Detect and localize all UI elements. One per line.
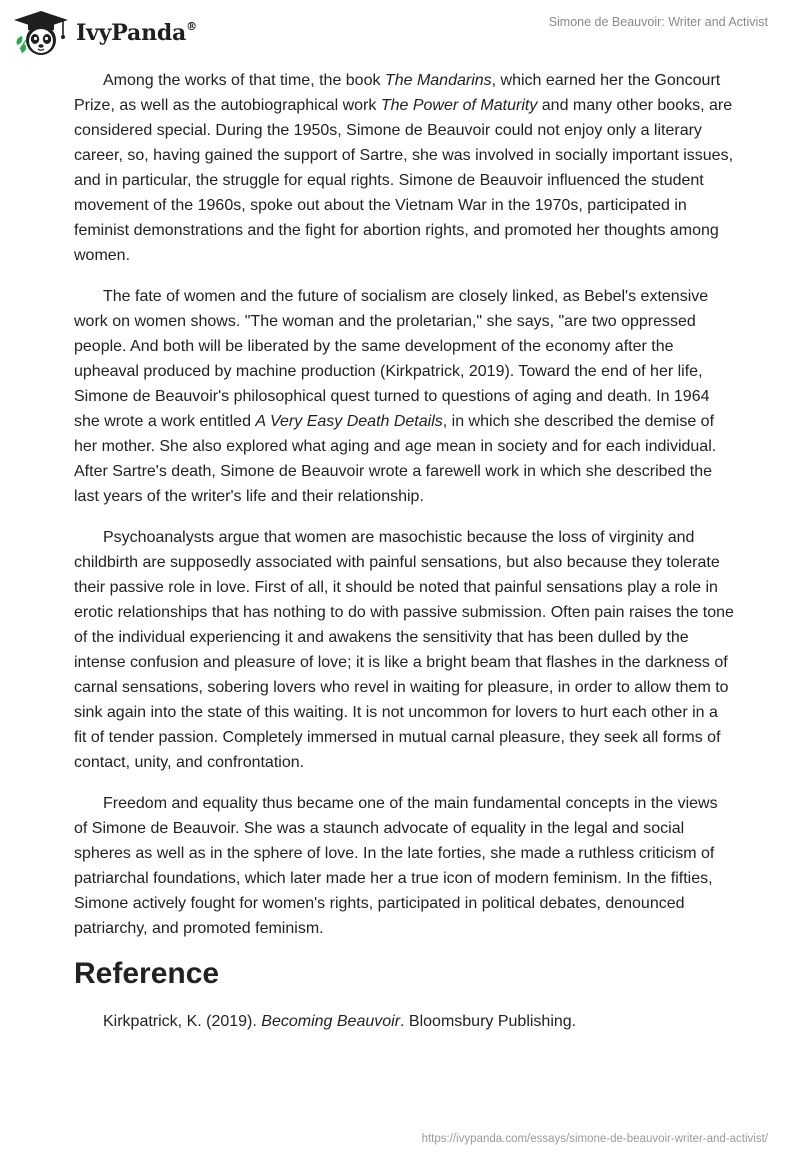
essay-body — [74, 68, 734, 1050]
document-title: Simone de Beauvoir: Writer and Activist — [548, 15, 768, 29]
ivypanda-logo[interactable] — [14, 9, 197, 57]
book-title: The Power of Maturity — [380, 97, 538, 114]
paragraph-2: The fate of women and the future of socialism are closely linked, as Bebel's extensive work on women shows. "The woman and the proletarian," she says, "are two oppressed people. And both will be liberated by the same development of the economy after the upheaval produced by machine production (Kirkpatrick, 2019). Toward the end of her life, Simone de Beauvoir's philosophical quest turned to questions of aging and death. In 1964 she wrote a work entitled A Very Easy Death Details, in which she described the demise of her mother. She also explored what aging and age mean in society and for each individual. After Sartre's death, Simone de Beauvoir wrote a farewell work in which she described the last years of the writer's life and their relationship. — [74, 288, 717, 505]
book-title: The Mandarins — [384, 72, 492, 89]
paragraph-1: Among the works of that time, the book The Mandarins, which earned her the Goncourt Prize, as well as the autobiographical work The Power of Maturity and many other books, are considered special. During the 1950s, Simone de Beauvoir could not enjoy only a literary career, so, having gained the support of Sartre, she was involved in socially important issues, and in particular, the struggle for equal rights. Simone de Beauvoir influenced the student movement of the 1960s, spoke out about the Vietnam War in the 1970s, participated in feminist demonstrations and the fight for abortion rights, and promoted her thoughts among women. — [74, 72, 734, 264]
logo-wordmark: IvyPanda® — [76, 19, 197, 46]
source-url[interactable]: https://ivypanda.com/essays/simone-de-beauvoir-writer-and-activist/ — [421, 1133, 768, 1145]
reference-entry: Kirkpatrick, K. (2019). Becoming Beauvoir. Bloomsbury Publishing. — [103, 1013, 577, 1030]
paragraph-3: Psychoanalysts argue that women are masochistic because the loss of virginity and childbirth are supposedly associated with painful sensations, but also because they tolerate their passive role in love. First of all, it should be noted that painful sensations play a role in erotic relationships that has nothing to do with passive submission. Often pain raises the tone of the individual experiencing it and awakens the sensitivity that has been dulled by the intense confusion and pleasure of love; it is like a bright beam that flashes in the darkness of carnal sensations, sobering lovers who revel in waiting for pleasure, in order to allow them to sink again into the state of this waiting. It is not uncommon for lovers to hurt each other in a fit of tender passion. Completely immersed in mutual carnal pleasure, they seek all forms of contact, unity, and confrontation. — [74, 529, 734, 771]
book-title: A Very Easy Death Details — [255, 413, 443, 430]
page-header — [0, 0, 800, 66]
paragraph-4: Freedom and equality thus became one of the main fundamental concepts in the views of Simone de Beauvoir. She was a staunch advocate of equality in the legal and social spheres as well as in the sphere of love. In the late forties, she made a ruthless criticism of patriarchal foundations, which later made her a true icon of modern feminism. In the fifties, Simone actively fought for women's rights, participated in political debates, denounced patriarchy, and promoted feminism. — [74, 795, 718, 937]
reference-book-title: Becoming Beauvoir — [261, 1013, 401, 1030]
panda-graduation-cap-icon — [14, 9, 72, 57]
reference-heading: Reference — [74, 957, 220, 990]
